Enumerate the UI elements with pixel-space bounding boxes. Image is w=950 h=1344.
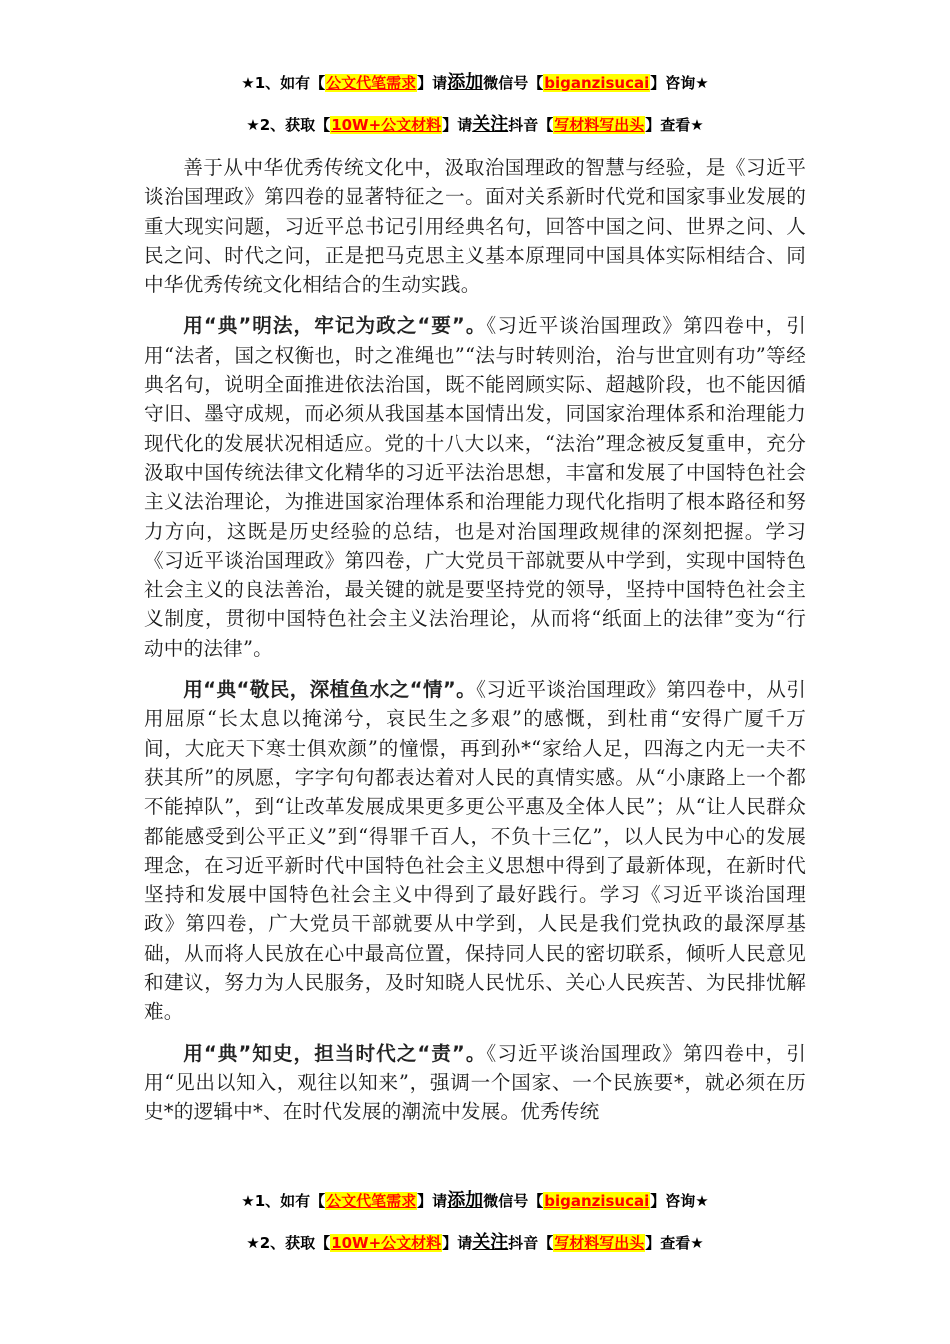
banner-text: 】请 xyxy=(417,1192,448,1210)
banner-wechat-id: biganzisucai xyxy=(544,1192,650,1210)
promo-banner-top-1 xyxy=(0,68,950,94)
paragraph-law xyxy=(144,311,806,663)
paragraph-text: 《习近平谈治国理政》第四卷中，引用“见出以知入，观往以知来”，强调一个国家、一个民族要*，就必须在历史*的逻辑中*、在时代发展的潮流中发展。优秀传统 xyxy=(144,1041,806,1124)
banner-text: ★1、如有【 xyxy=(241,74,326,92)
paragraph-text: 善于从中华优秀传统文化中，汲取治国理政的智慧与经验，是《习近平谈治国理政》第四卷的显著特征之一。面对关系新时代党和国家事业发展的重大现实问题，习近平总书记引用经典名句，回答中国之问、世界之问、人民之问、时代之问，正是把马克思主义基本原理同中国具体实际相结合、同中华优秀传统文化相结合的生动实践。 xyxy=(144,156,806,297)
paragraph-history xyxy=(144,1039,806,1127)
banner-text: 】查看★ xyxy=(645,116,704,134)
banner-highlight: 10W+公文材料 xyxy=(331,1234,442,1252)
banner-text: 微信号【 xyxy=(483,1192,544,1210)
promo-banner-bottom-1 xyxy=(0,1186,950,1212)
paragraph-lead: 用“典”知史，担当时代之“责”。 xyxy=(183,1041,487,1065)
banner-highlight: 10W+公文材料 xyxy=(331,116,442,134)
document-body xyxy=(144,153,806,1127)
banner-text: 】请 xyxy=(417,74,448,92)
paragraph-lead: 用“典“敬民，深植鱼水之“情”。 xyxy=(183,678,477,702)
banner-text: 抖音【 xyxy=(508,116,554,134)
banner-emphasis: 添加 xyxy=(447,1190,484,1211)
banner-text: 】请 xyxy=(442,116,473,134)
banner-emphasis: 关注 xyxy=(472,114,509,135)
banner-text: 微信号【 xyxy=(483,74,544,92)
banner-text: ★2、获取【 xyxy=(246,116,331,134)
banner-highlight: 公文代笔需求 xyxy=(326,1192,417,1210)
banner-emphasis: 关注 xyxy=(472,1232,509,1253)
paragraph-people xyxy=(144,675,806,1027)
paragraph-text: 《习近平谈治国理政》第四卷中，引用“法者，国之权衡也，时之准绳也”“法与时转则治，治与世宜则有功”等经典名句，说明全面推进依法治国，既不能罔顾实际、超越阶段，也不能因循守旧、墨守成规，而必须从我国基本国情出发，同国家治理体系和治理能力现代化的发展状况相适应。党的十八大以来，“法治”理念被反复重申，充分汲取中国传统法律文化精华的习近平法治思想，丰富和发展了中国特色社会主义法治理论，为推进国家治理体系和治理能力现代化指明了根本路径和努力方向，这既是历史经验的总结，也是对治国理政规律的深刻把握。学习《习近平谈治国理政》第四卷，广大党员干部就要从中学到，实现中国特色社会主义的良法善治，最关键的就是要坚持党的领导，坚持中国特色社会主义制度，贯彻中国特色社会主义法治理论，从而将“纸面上的法律”变为“行动中的法律”。 xyxy=(144,314,806,660)
banner-douyin-id: 写材料写出头 xyxy=(554,116,645,134)
banner-douyin-id: 写材料写出头 xyxy=(554,1234,645,1252)
banner-highlight: 公文代笔需求 xyxy=(326,74,417,92)
banner-text: 】咨询★ xyxy=(650,74,709,92)
banner-text: 】请 xyxy=(442,1234,473,1252)
promo-banner-bottom-2 xyxy=(0,1228,950,1254)
banner-wechat-id: biganzisucai xyxy=(544,74,650,92)
paragraph-intro xyxy=(144,153,806,299)
promo-banner-top-2 xyxy=(0,110,950,136)
banner-text: 】咨询★ xyxy=(650,1192,709,1210)
paragraph-lead: 用“典”明法，牢记为政之“要”。 xyxy=(183,314,487,338)
banner-text: ★2、获取【 xyxy=(246,1234,331,1252)
banner-text: ★1、如有【 xyxy=(241,1192,326,1210)
banner-text: 抖音【 xyxy=(508,1234,554,1252)
banner-emphasis: 添加 xyxy=(447,72,484,93)
paragraph-text: 《习近平谈治国理政》第四卷中，从引用屈原“长太息以掩涕兮，哀民生之多艰”的感慨，到杜甫“安得广厦千万间，大庇天下寒士俱欢颜”的憧憬，再到孙*“家给人足，四海之内无一夫不获其所”的夙愿，字字句句都表达着对人民的真情实感。从“小康路上一个都不能掉队”，到“让改革发展成果更多更公平惠及全体人民”；从“让人民群众都能感受到公平正义”到“得罪千百人，不负十三亿”，以人民为中心的发展理念，在习近平新时代中国特色社会主义思想中得到了最新体现，在新时代坚持和发展中国特色社会主义中得到了最好践行。学习《习近平谈治国理政》第四卷，广大党员干部就要从中学到，人民是我们党执政的最深厚基础，从而将人民放在心中最高位置，保持同人民的密切联系，倾听人民意见和建议，努力为人民服务，及时知晓人民忧乐、关心人民疾苦、为民排忧解难。 xyxy=(144,678,806,1024)
banner-text: 】查看★ xyxy=(645,1234,704,1252)
